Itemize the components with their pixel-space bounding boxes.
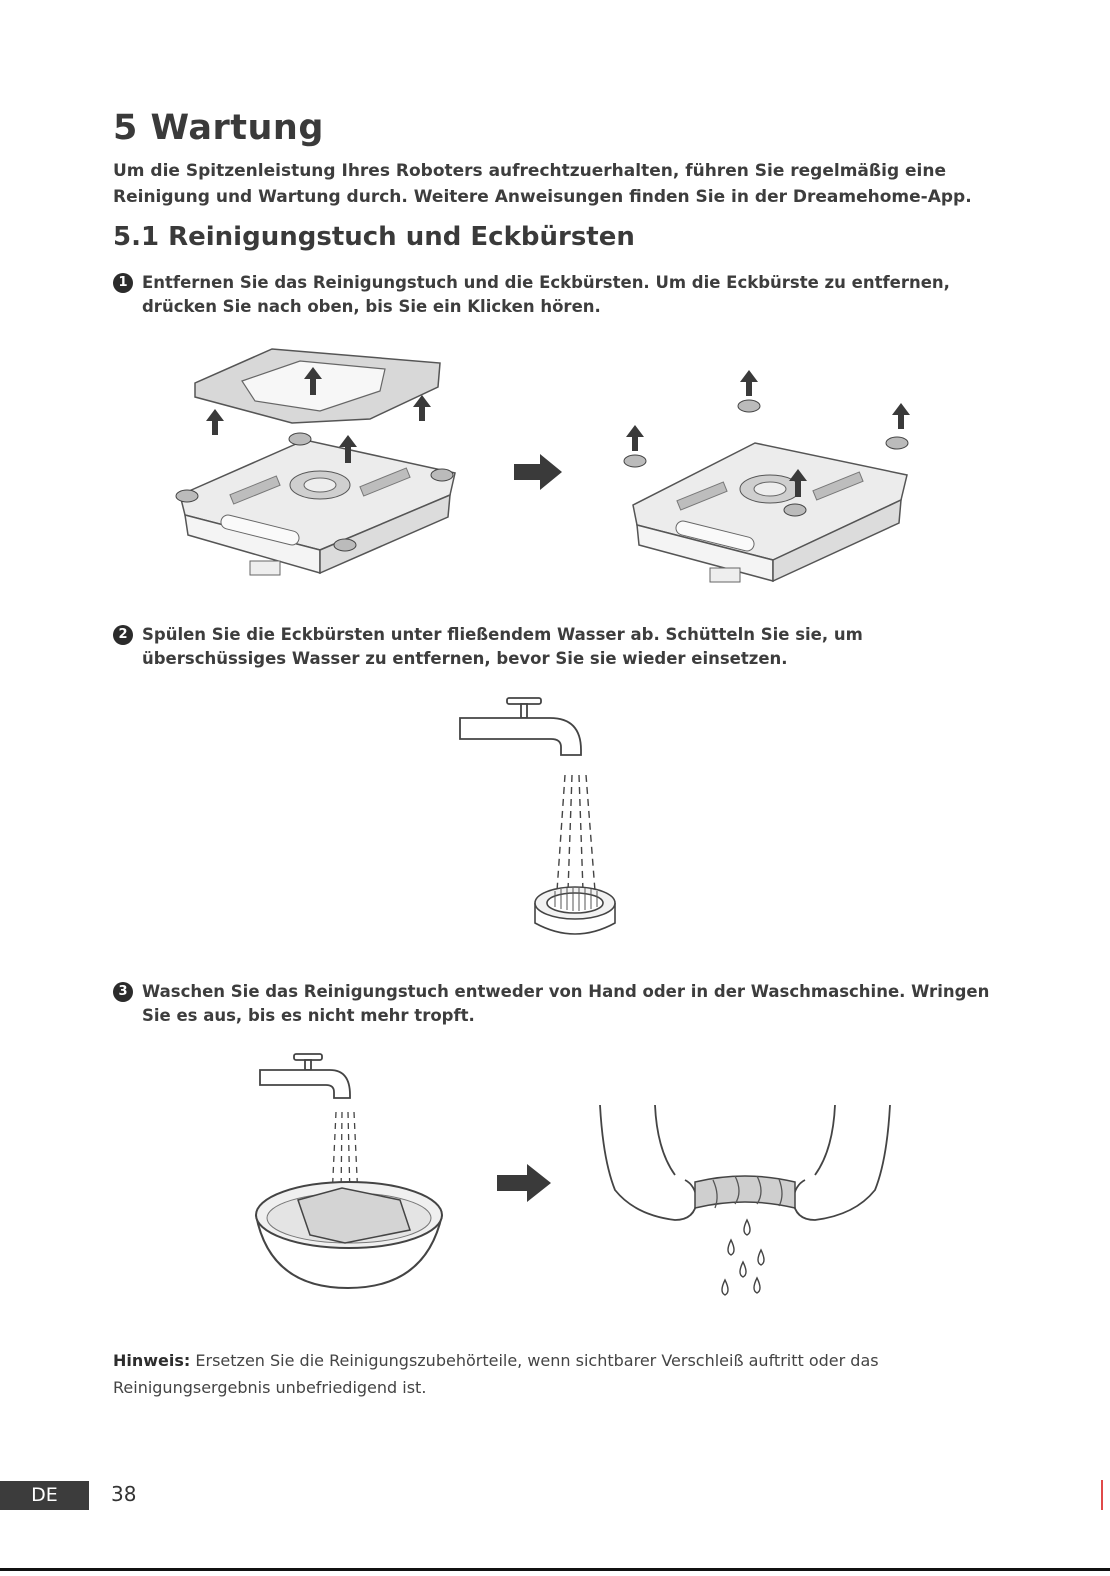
cloth-wring-illustration: [595, 1100, 895, 1300]
cloth-wash-illustration: [250, 1050, 450, 1295]
arrow-right-icon: [514, 454, 562, 490]
note-label: Hinweis:: [113, 1351, 191, 1370]
maintenance-note: [113, 1347, 973, 1401]
page-number: 38: [111, 1482, 137, 1506]
step-text: Entfernen Sie das Reinigungstuch und die Eckbürsten. Um die Eckbürste zu entfernen, drücken Sie nach oben, bis Sie ein Klicken hören.: [142, 273, 950, 316]
edge-marker: [1101, 1480, 1103, 1510]
robot-brush-removal-illustration: [615, 365, 920, 590]
robot-cloth-removal-illustration: [160, 335, 480, 585]
step-number-badge: 2: [113, 625, 133, 645]
step-number-badge: 1: [113, 273, 133, 293]
arrow-right-icon: [497, 1164, 551, 1202]
step-text: Waschen Sie das Reinigungstuch entweder von Hand oder in der Waschmaschine. Wringen Sie es aus, bis es nicht mehr tropft.: [142, 982, 990, 1025]
step-number-badge: 3: [113, 982, 133, 1002]
section-title: 5 Wartung: [113, 108, 324, 148]
subsection-title: 5.1 Reinigungstuch und Eckbürsten: [113, 222, 635, 252]
language-tab: DE: [0, 1481, 89, 1510]
brush-rinse-illustration: [455, 695, 625, 940]
section-intro: Um die Spitzenleistung Ihres Roboters aufrechtzuerhalten, führen Sie regelmäßig eine Reinigung und Wartung durch. Weitere Anweisungen finden Sie in der Dreamehome-App.: [113, 161, 972, 207]
bottom-rule: [0, 1568, 1110, 1571]
step-text: Spülen Sie die Eckbürsten unter fließendem Wasser ab. Schütteln Sie sie, um überschüssiges Wasser zu entfernen, bevor Sie sie wieder einsetzen.: [142, 625, 863, 668]
note-text: Ersetzen Sie die Reinigungszubehörteile, wenn sichtbarer Verschleiß auftritt oder das Reinigungsergebnis unbefriedigend ist.: [113, 1351, 879, 1397]
